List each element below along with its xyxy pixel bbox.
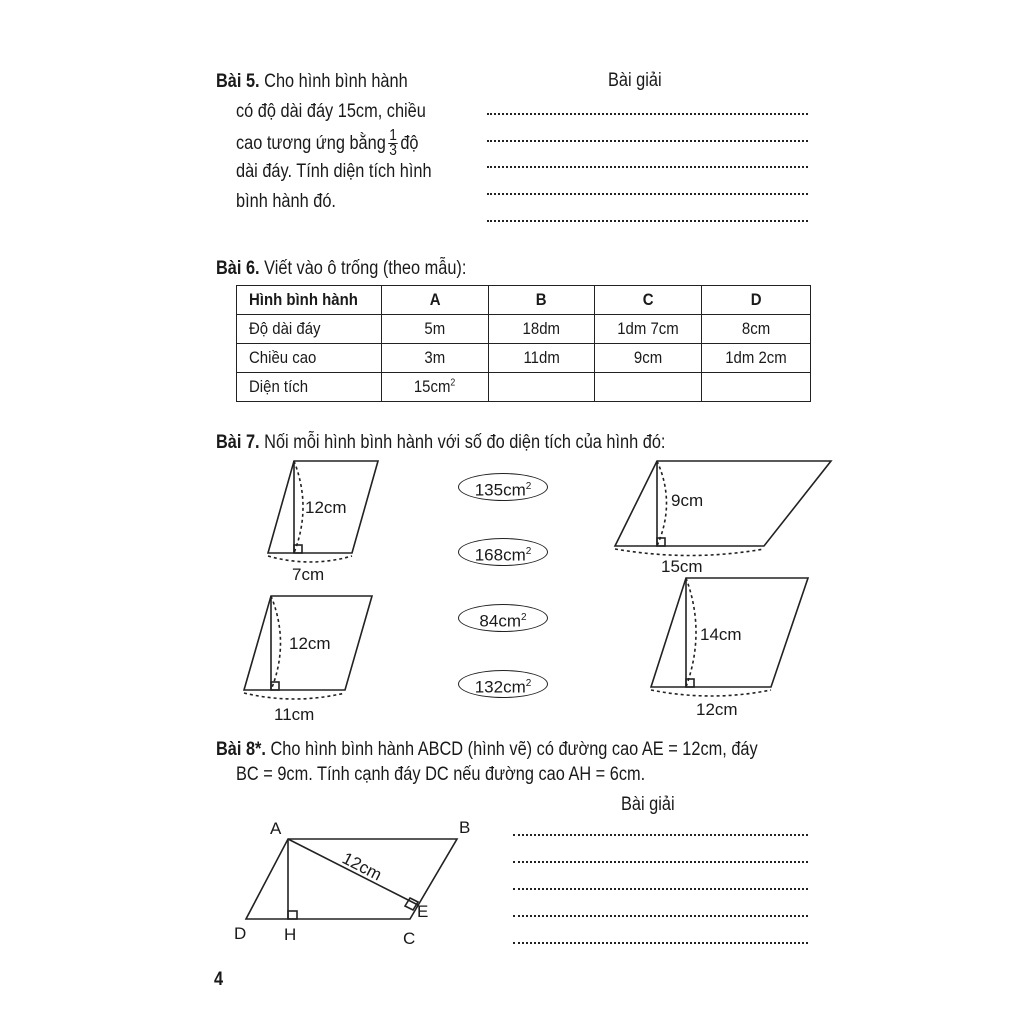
fraction-denominator: 3 [389,142,397,160]
bai6-title: Bài 6. [216,258,260,279]
cell-value: 15cm [413,377,451,396]
bai5-line5: bình hành đó. [236,191,336,212]
cell-value: 1dm 2cm [725,348,787,367]
cell-value: 9cm [634,348,663,367]
shape1-height-label: 12cm [305,498,347,517]
bai5-text-3a: cao tương ứng bằng [236,133,386,154]
bai8-line2: BC = 9cm. Tính cạnh đáy DC nếu đường cao AH = 6cm. [236,764,646,785]
oval-value: 84cm [479,611,521,631]
bai7-title: Bài 7. [216,432,260,453]
unit-exponent: 2 [525,481,532,492]
header-label: A [429,290,441,309]
page-number: 4 [214,969,224,990]
fraction-numerator: 1 [389,127,397,145]
cell-value: 8cm [741,319,771,338]
bai5-solution-title: Bài giải [608,70,662,91]
unit-exponent: 2 [525,678,532,689]
bai5-title: Bài 5. [216,71,260,92]
cell-value: 11dm [523,348,560,367]
bai5-line2: có độ dài đáy 15cm, chiều [236,101,426,122]
shape2-base-label: 15cm [661,557,703,576]
header-label: D [750,290,762,309]
shape1-base-label: 7cm [292,565,325,584]
bai8-title: Bài 8*. [216,739,266,760]
cell-value: 18dm [522,319,561,338]
unit-exponent: 2 [450,377,456,389]
bai8-solution-title: Bài giải [621,794,675,815]
unit-exponent: 2 [525,546,532,557]
oval-value: 132cm [474,677,526,697]
vertex-a-label: A [270,819,282,838]
row-label-text: Chiều cao [249,348,317,367]
header-label: C [642,290,654,309]
bai5-line4: dài đáy. Tính diện tích hình [236,161,432,182]
cell-value: 1dm 7cm [617,319,680,338]
cell-value: 3m [424,348,446,367]
unit-exponent: 2 [521,612,527,623]
shape4-base-label: 12cm [696,700,738,719]
bai5-text-1: Cho hình bình hành [264,71,408,92]
vertex-c-label: C [403,929,416,948]
point-h-label: H [284,925,297,944]
bai8-text-1: Cho hình bình hành ABCD (hình vẽ) có đường cao AE = 12cm, đáy [270,739,758,760]
header-label: B [536,290,547,309]
bai5-text-3b: độ [400,133,419,154]
cell-value: 5m [424,319,446,338]
oval-value: 168cm [474,545,526,565]
ae-length-label: 12cm [339,848,385,885]
shape2-height-label: 9cm [671,491,704,510]
vertex-d-label: D [234,924,247,943]
row-label-text: Độ dài đáy [249,319,321,338]
header-label: Hình bình hành [249,290,358,309]
oval-value: 135cm [474,480,526,500]
row-label-text: Diện tích [249,377,309,396]
shape4-height-label: 14cm [700,625,742,644]
bai7-prompt: Nối mỗi hình bình hành với số đo diện tích của hình đó: [264,432,666,453]
bai6-prompt: Viết vào ô trống (theo mẫu): [264,258,467,279]
shape3-height-label: 12cm [289,634,331,653]
point-e-label: E [417,902,429,921]
vertex-b-label: B [459,818,471,837]
shape3-base-label: 11cm [274,705,315,724]
